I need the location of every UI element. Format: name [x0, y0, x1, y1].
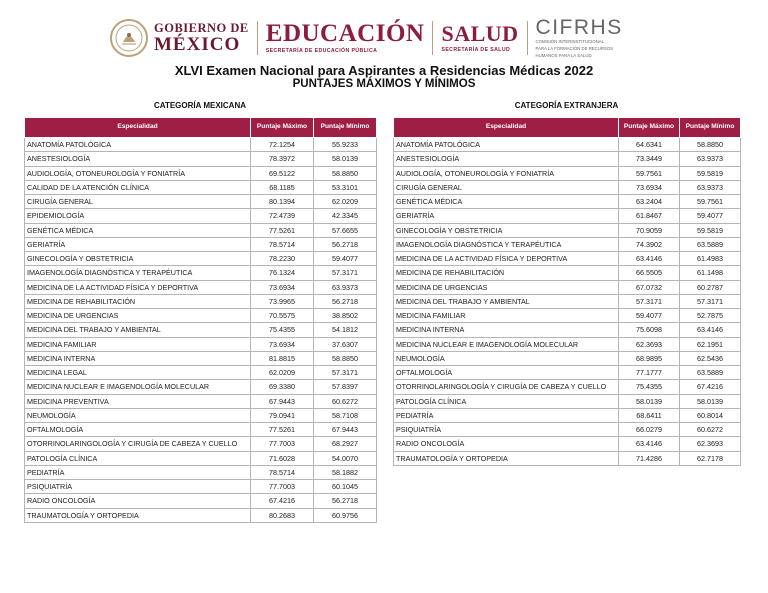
table-row — [25, 380, 377, 394]
cell-puntaje-minimo: 63.5889 — [680, 366, 741, 380]
cell-puntaje-maximo: 72.1254 — [251, 138, 314, 152]
cell-puntaje-maximo: 78.3972 — [251, 152, 314, 166]
cifrhs-subtitle-3: HUMANOS PARA LA SALUD — [535, 52, 592, 58]
table-row — [25, 323, 377, 337]
cell-puntaje-minimo: 53.3101 — [314, 180, 377, 194]
cell-puntaje-minimo: 63.4146 — [680, 323, 741, 337]
table-row — [394, 209, 741, 223]
table-row — [394, 437, 741, 451]
cell-puntaje-maximo: 58.0139 — [619, 394, 680, 408]
cell-especialidad: GENÉTICA MÉDICA — [394, 195, 619, 209]
cell-especialidad: MEDICINA PREVENTIVA — [25, 394, 251, 408]
table-row — [25, 209, 377, 223]
table-mexicana — [24, 117, 377, 523]
cell-puntaje-maximo: 63.4146 — [619, 252, 680, 266]
cell-puntaje-maximo: 78.5714 — [251, 237, 314, 251]
cell-especialidad: MEDICINA DE LA ACTIVIDAD FÍSICA Y DEPORTIVA — [25, 280, 251, 294]
cell-especialidad: MEDICINA DE LA ACTIVIDAD FÍSICA Y DEPORTIVA — [394, 252, 619, 266]
table-row — [394, 280, 741, 294]
salud-logo — [441, 20, 519, 53]
table-row — [25, 252, 377, 266]
table-row — [394, 152, 741, 166]
table-row — [394, 195, 741, 209]
cell-especialidad: CALIDAD DE LA ATENCIÓN CLÍNICA — [25, 180, 251, 194]
table-row — [25, 423, 377, 437]
cell-puntaje-maximo: 80.1394 — [251, 195, 314, 209]
cell-puntaje-maximo: 68.1185 — [251, 180, 314, 194]
cell-especialidad: RADIO ONCOLOGÍA — [25, 494, 251, 508]
cell-especialidad: EPIDEMIOLOGÍA — [25, 209, 251, 223]
cell-puntaje-maximo: 62.3693 — [619, 337, 680, 351]
cell-puntaje-maximo: 70.5575 — [251, 309, 314, 323]
cell-especialidad: MEDICINA INTERNA — [25, 351, 251, 365]
table-row — [394, 394, 741, 408]
cell-puntaje-minimo: 61.4983 — [680, 252, 741, 266]
cell-especialidad: PEDIATRÍA — [394, 408, 619, 422]
table-row — [25, 309, 377, 323]
cell-especialidad: OTORRINOLARINGOLOGÍA Y CIRUGÍA DE CABEZA Y CUELLO — [394, 380, 619, 394]
cell-puntaje-maximo: 81.8815 — [251, 351, 314, 365]
cell-puntaje-maximo: 78.5714 — [251, 465, 314, 479]
table-row — [25, 266, 377, 280]
cell-puntaje-maximo: 77.5261 — [251, 423, 314, 437]
table-row — [394, 266, 741, 280]
cell-puntaje-minimo: 59.5819 — [680, 223, 741, 237]
salud-name: SALUD — [441, 20, 519, 46]
table-row — [25, 223, 377, 237]
table-row — [394, 366, 741, 380]
cell-especialidad: PATOLOGÍA CLÍNICA — [394, 394, 619, 408]
cell-puntaje-maximo: 57.3171 — [619, 294, 680, 308]
cell-puntaje-minimo: 60.6272 — [680, 423, 741, 437]
table-header-row — [25, 118, 377, 138]
cell-puntaje-maximo: 61.8467 — [619, 209, 680, 223]
cell-puntaje-minimo: 52.7875 — [680, 309, 741, 323]
document-subtitle: PUNTAJES MÁXIMOS Y MÍNIMOS — [292, 78, 476, 90]
table-row — [394, 408, 741, 422]
cell-especialidad: ANESTESIOLOGÍA — [394, 152, 619, 166]
cell-puntaje-minimo: 61.1498 — [680, 266, 741, 280]
cell-puntaje-minimo: 58.8850 — [314, 166, 377, 180]
cell-puntaje-minimo: 57.3171 — [680, 294, 741, 308]
cell-puntaje-minimo: 62.5436 — [680, 351, 741, 365]
cell-puntaje-minimo: 58.7108 — [314, 408, 377, 422]
cifrhs-name: CIFRHS — [535, 16, 623, 40]
col-puntaje-minimo: Puntaje Mínimo — [314, 118, 377, 138]
cell-puntaje-maximo: 73.6934 — [619, 180, 680, 194]
cell-puntaje-minimo: 57.3171 — [314, 266, 377, 280]
cell-puntaje-minimo: 58.0139 — [680, 394, 741, 408]
table-row — [394, 237, 741, 251]
cell-puntaje-minimo: 38.8502 — [314, 309, 377, 323]
cell-puntaje-maximo: 59.4077 — [619, 309, 680, 323]
cell-puntaje-minimo: 56.2718 — [314, 494, 377, 508]
col-puntaje-maximo: Puntaje Máximo — [251, 118, 314, 138]
table-row — [394, 252, 741, 266]
table-row — [394, 323, 741, 337]
national-seal-icon — [110, 19, 148, 57]
cell-especialidad: PSIQUIATRÍA — [394, 423, 619, 437]
cell-especialidad: MEDICINA DEL TRABAJO Y AMBIENTAL — [25, 323, 251, 337]
category-mexicana-title: CATEGORÍA MEXICANA — [154, 101, 246, 110]
cell-especialidad: PEDIATRÍA — [25, 465, 251, 479]
table-row — [25, 408, 377, 422]
cell-especialidad: MEDICINA NUCLEAR E IMAGENOLOGÍA MOLECULAR — [394, 337, 619, 351]
cifrhs-subtitle-1: COMISIÓN INTERINSTITUCIONAL — [535, 39, 605, 45]
gobierno-mexico-logo — [154, 22, 249, 54]
gobierno-line1: GOBIERNO DE — [154, 21, 249, 36]
educacion-subtitle: SECRETARÍA DE EDUCACIÓN PÚBLICA — [265, 48, 378, 55]
cell-puntaje-minimo: 68.2927 — [314, 437, 377, 451]
cell-puntaje-maximo: 74.3902 — [619, 237, 680, 251]
cell-especialidad: OFTALMOLOGÍA — [394, 366, 619, 380]
table-row — [394, 423, 741, 437]
logo-divider — [257, 21, 258, 55]
cell-puntaje-maximo: 63.2404 — [619, 195, 680, 209]
cell-puntaje-maximo: 75.6098 — [619, 323, 680, 337]
header-logos — [110, 18, 670, 58]
cell-puntaje-minimo: 62.0209 — [314, 195, 377, 209]
cell-puntaje-maximo: 66.5505 — [619, 266, 680, 280]
cell-especialidad: RADIO ONCOLOGÍA — [394, 437, 619, 451]
table-row — [394, 166, 741, 180]
cell-puntaje-minimo: 60.6272 — [314, 394, 377, 408]
cell-puntaje-maximo: 73.6934 — [251, 280, 314, 294]
cell-puntaje-maximo: 67.9443 — [251, 394, 314, 408]
table-row — [394, 337, 741, 351]
table-row — [25, 180, 377, 194]
cell-especialidad: GERIATRÍA — [25, 237, 251, 251]
cell-especialidad: NEUMOLOGÍA — [394, 351, 619, 365]
table-row — [25, 294, 377, 308]
cell-especialidad: MEDICINA NUCLEAR E IMAGENOLOGÍA MOLECULAR — [25, 380, 251, 394]
cell-especialidad: MEDICINA DEL TRABAJO Y AMBIENTAL — [394, 294, 619, 308]
cell-especialidad: NEUMOLOGÍA — [25, 408, 251, 422]
cell-especialidad: GENÉTICA MÉDICA — [25, 223, 251, 237]
cell-puntaje-maximo: 71.4286 — [619, 451, 680, 465]
col-puntaje-minimo: Puntaje Mínimo — [680, 118, 741, 138]
cell-puntaje-minimo: 63.9373 — [680, 152, 741, 166]
cell-puntaje-maximo: 64.6341 — [619, 138, 680, 152]
cell-puntaje-maximo: 67.0732 — [619, 280, 680, 294]
table-row — [25, 138, 377, 152]
table-row — [25, 237, 377, 251]
cell-puntaje-minimo: 42.3345 — [314, 209, 377, 223]
cell-especialidad: MEDICINA LEGAL — [25, 366, 251, 380]
salud-subtitle: SECRETARÍA DE SALUD — [441, 46, 511, 53]
cell-puntaje-maximo: 73.9965 — [251, 294, 314, 308]
cell-especialidad: CIRUGÍA GENERAL — [25, 195, 251, 209]
cell-puntaje-maximo: 72.4739 — [251, 209, 314, 223]
cell-puntaje-maximo: 73.3449 — [619, 152, 680, 166]
table-row — [25, 152, 377, 166]
cell-puntaje-minimo: 59.4077 — [680, 209, 741, 223]
table-row — [25, 437, 377, 451]
cell-especialidad: MEDICINA FAMILIAR — [394, 309, 619, 323]
cell-puntaje-minimo: 63.5889 — [680, 237, 741, 251]
col-puntaje-maximo: Puntaje Máximo — [619, 118, 680, 138]
cifrhs-logo — [536, 17, 623, 59]
cell-puntaje-maximo: 63.4146 — [619, 437, 680, 451]
cell-especialidad: PATOLOGÍA CLÍNICA — [25, 451, 251, 465]
cell-puntaje-minimo: 58.0139 — [314, 152, 377, 166]
cell-puntaje-minimo: 59.4077 — [314, 252, 377, 266]
cell-puntaje-minimo: 57.8397 — [314, 380, 377, 394]
cell-especialidad: IMAGENOLOGÍA DIAGNÓSTICA Y TERAPÉUTICA — [394, 237, 619, 251]
table-row — [394, 180, 741, 194]
cell-especialidad: IMAGENOLOGÍA DIAGNÓSTICA Y TERAPÉUTICA — [25, 266, 251, 280]
cell-especialidad: OTORRINOLARINGOLOGÍA Y CIRUGÍA DE CABEZA Y CUELLO — [25, 437, 251, 451]
table-header-row — [394, 118, 741, 138]
cell-puntaje-maximo: 66.0279 — [619, 423, 680, 437]
table-row — [25, 494, 377, 508]
cell-especialidad: PSIQUIATRÍA — [25, 480, 251, 494]
cell-puntaje-minimo: 63.9373 — [314, 280, 377, 294]
cell-especialidad: GINECOLOGÍA Y OBSTETRICIA — [25, 252, 251, 266]
table-row — [25, 508, 377, 522]
cell-puntaje-maximo: 77.7003 — [251, 437, 314, 451]
cell-especialidad: MEDICINA FAMILIAR — [25, 337, 251, 351]
cell-puntaje-maximo: 79.0941 — [251, 408, 314, 422]
cell-especialidad: AUDIOLOGÍA, OTONEUROLOGÍA Y FONIATRÍA — [394, 166, 619, 180]
table-row — [25, 337, 377, 351]
educacion-name: EDUCACIÓN — [265, 20, 425, 48]
col-especialidad: Especialidad — [394, 118, 619, 138]
cell-puntaje-minimo: 67.9443 — [314, 423, 377, 437]
cell-especialidad: GINECOLOGÍA Y OBSTETRICIA — [394, 223, 619, 237]
cell-puntaje-minimo: 58.8850 — [680, 138, 741, 152]
educacion-logo — [266, 21, 425, 54]
cell-puntaje-minimo: 60.9756 — [314, 508, 377, 522]
cell-puntaje-maximo: 62.0209 — [251, 366, 314, 380]
cell-puntaje-minimo: 62.3693 — [680, 437, 741, 451]
cell-puntaje-maximo: 59.7561 — [619, 166, 680, 180]
cell-puntaje-maximo: 78.2230 — [251, 252, 314, 266]
table-row — [25, 280, 377, 294]
cell-especialidad: MEDICINA INTERNA — [394, 323, 619, 337]
cell-especialidad: ANATOMÍA PATOLÓGICA — [25, 138, 251, 152]
cell-especialidad: MEDICINA DE URGENCIAS — [25, 309, 251, 323]
document-title: XLVI Examen Nacional para Aspirantes a Residencias Médicas 2022 — [174, 63, 594, 78]
table-row — [25, 351, 377, 365]
cell-puntaje-minimo: 62.1951 — [680, 337, 741, 351]
cell-puntaje-maximo: 71.6028 — [251, 451, 314, 465]
category-extranjera-title: CATEGORÍA EXTRANJERA — [514, 101, 619, 110]
cell-puntaje-minimo: 60.1045 — [314, 480, 377, 494]
col-especialidad: Especialidad — [25, 118, 251, 138]
table-row — [394, 294, 741, 308]
cell-puntaje-minimo: 54.1812 — [314, 323, 377, 337]
cell-puntaje-minimo: 57.6655 — [314, 223, 377, 237]
table-row — [25, 451, 377, 465]
cell-especialidad: ANATOMÍA PATOLÓGICA — [394, 138, 619, 152]
cell-puntaje-maximo: 68.6411 — [619, 408, 680, 422]
cell-puntaje-minimo: 55.9233 — [314, 138, 377, 152]
cell-especialidad: CIRUGÍA GENERAL — [394, 180, 619, 194]
cell-puntaje-minimo: 63.9373 — [680, 180, 741, 194]
table-row — [394, 138, 741, 152]
cell-puntaje-maximo: 77.1777 — [619, 366, 680, 380]
cell-puntaje-maximo: 69.5122 — [251, 166, 314, 180]
cell-especialidad: MEDICINA DE REHABILITACIÓN — [394, 266, 619, 280]
gobierno-line2: MÉXICO — [154, 33, 241, 55]
cell-puntaje-maximo: 80.2683 — [251, 508, 314, 522]
cell-puntaje-maximo: 76.1324 — [251, 266, 314, 280]
cell-puntaje-maximo: 75.4355 — [619, 380, 680, 394]
cell-puntaje-minimo: 67.4216 — [680, 380, 741, 394]
table-row — [25, 166, 377, 180]
cell-puntaje-maximo: 77.7003 — [251, 480, 314, 494]
cell-especialidad: TRAUMATOLOGÍA Y ORTOPEDIA — [25, 508, 251, 522]
table-extranjera — [393, 117, 741, 466]
table-row — [394, 451, 741, 465]
cell-puntaje-minimo: 56.2718 — [314, 294, 377, 308]
table-body — [25, 138, 377, 523]
cell-puntaje-maximo: 70.9059 — [619, 223, 680, 237]
logo-divider — [527, 21, 528, 55]
cell-puntaje-minimo: 37.6307 — [314, 337, 377, 351]
table-row — [394, 309, 741, 323]
table-row — [25, 480, 377, 494]
cell-especialidad: OFTALMOLOGÍA — [25, 423, 251, 437]
cell-puntaje-minimo: 57.3171 — [314, 366, 377, 380]
logo-divider — [432, 21, 433, 55]
cell-puntaje-minimo: 54.0070 — [314, 451, 377, 465]
cell-puntaje-minimo: 59.7561 — [680, 195, 741, 209]
cell-puntaje-minimo: 58.8850 — [314, 351, 377, 365]
cell-especialidad: TRAUMATOLOGÍA Y ORTOPEDIA — [394, 451, 619, 465]
cell-puntaje-minimo: 62.7178 — [680, 451, 741, 465]
cell-puntaje-maximo: 73.6934 — [251, 337, 314, 351]
cell-puntaje-minimo: 59.5819 — [680, 166, 741, 180]
cell-puntaje-minimo: 60.8014 — [680, 408, 741, 422]
table-row — [394, 380, 741, 394]
cell-puntaje-maximo: 68.9895 — [619, 351, 680, 365]
cell-especialidad: ANESTESIOLOGÍA — [25, 152, 251, 166]
cell-puntaje-maximo: 69.3380 — [251, 380, 314, 394]
cell-puntaje-maximo: 67.4216 — [251, 494, 314, 508]
cell-especialidad: MEDICINA DE REHABILITACIÓN — [25, 294, 251, 308]
cell-puntaje-minimo: 60.2787 — [680, 280, 741, 294]
cell-puntaje-minimo: 56.2718 — [314, 237, 377, 251]
cell-puntaje-minimo: 58.1882 — [314, 465, 377, 479]
cell-especialidad: GERIATRÍA — [394, 209, 619, 223]
cell-especialidad: MEDICINA DE URGENCIAS — [394, 280, 619, 294]
table-row — [25, 195, 377, 209]
table-row — [394, 223, 741, 237]
cell-especialidad: AUDIOLOGÍA, OTONEUROLOGÍA Y FONIATRÍA — [25, 166, 251, 180]
cell-puntaje-maximo: 75.4355 — [251, 323, 314, 337]
table-row — [25, 465, 377, 479]
table-row — [25, 394, 377, 408]
cell-puntaje-maximo: 77.5261 — [251, 223, 314, 237]
table-row — [394, 351, 741, 365]
cifrhs-subtitle-2: PARA LA FORMACIÓN DE RECURSOS — [535, 46, 614, 52]
table-row — [25, 366, 377, 380]
table-body — [394, 138, 741, 466]
